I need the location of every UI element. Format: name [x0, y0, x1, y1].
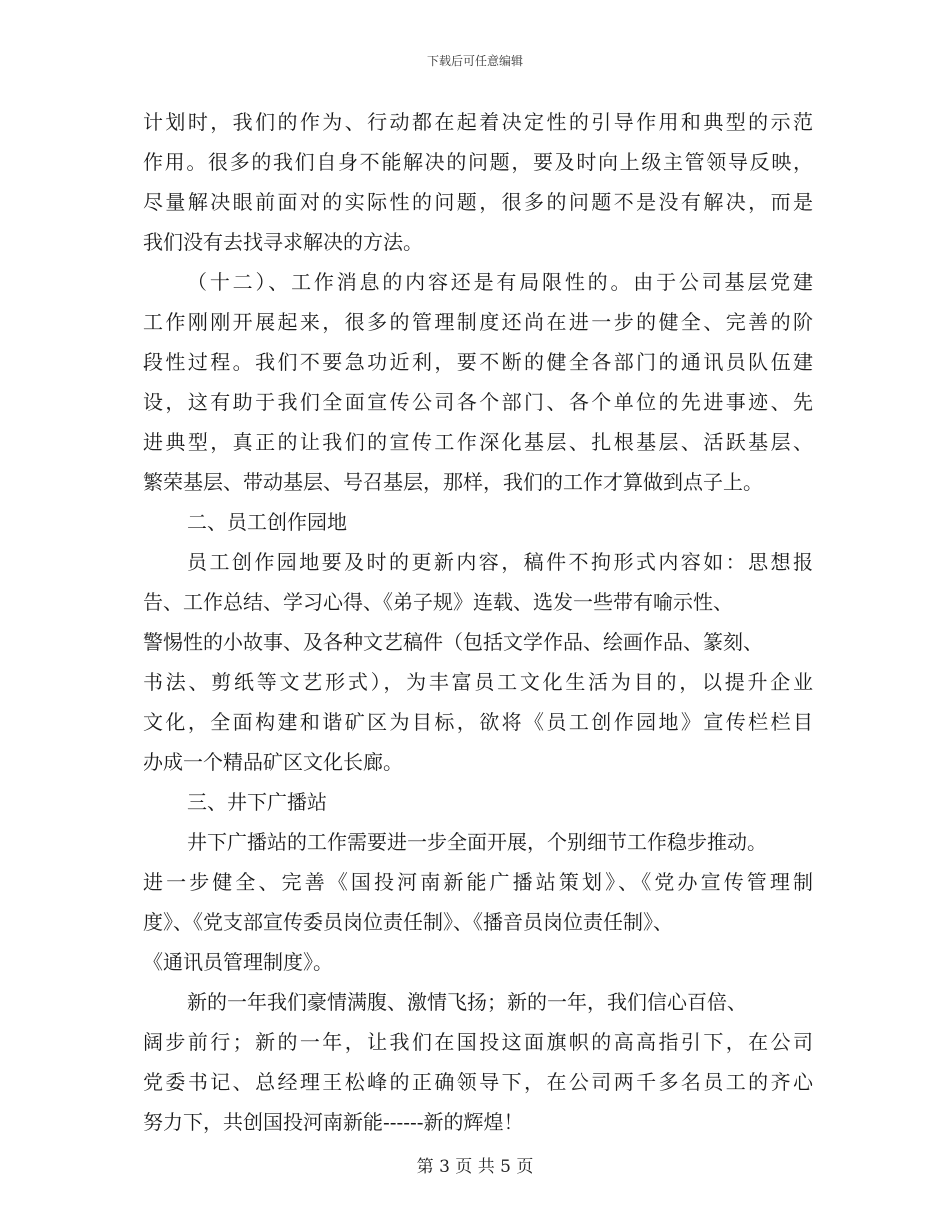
body-line: 办成一个精品矿区文化长廊。	[143, 750, 403, 774]
body-line: 进一步健全、完善《国投河南新能广播站策划》、《党办宣传管理制	[143, 870, 813, 894]
section-heading: 二、员工创作园地	[187, 510, 347, 534]
section-heading: 三、井下广播站	[187, 790, 327, 814]
page-number-footer: 第 3 页 共 5 页	[416, 1157, 534, 1177]
body-line: 作用。很多的我们自身不能解决的问题，要及时向上级主管领导反映，	[143, 150, 813, 174]
document-body	[143, 102, 813, 1142]
paragraph-first-line: 新的一年我们豪情满腹、激情飞扬；新的一年，我们信心百倍、	[187, 990, 747, 1014]
body-line: 努力下，共创国投河南新能------新的辉煌！	[143, 1110, 524, 1134]
body-line: 我们没有去找寻求解决的方法。	[143, 230, 423, 254]
body-line: 尽量解决眼前面对的实际性的问题，很多的问题不是没有解决，而是	[143, 190, 813, 214]
page-header: 下载后可任意编辑	[426, 54, 523, 68]
body-line: 阔步前行；新的一年，让我们在国投这面旗帜的高高指引下，在公司	[143, 1030, 813, 1054]
body-line: 计划时，我们的作为、行动都在起着决定性的引导作用和典型的示范	[143, 110, 813, 134]
body-line: 进典型，真正的让我们的宣传工作深化基层、扎根基层、活跃基层、	[143, 430, 813, 454]
body-line: 《通讯员管理制度》。	[143, 950, 333, 974]
body-line: 段性过程。我们不要急功近利，要不断的健全各部门的通讯员队伍建	[143, 350, 813, 374]
body-line: 告、工作总结、学习心得、《弟子规》连载、选发一些带有喻示性、	[143, 590, 733, 614]
body-line: 工作刚刚开展起来，很多的管理制度还尚在进一步的健全、完善的阶	[143, 310, 813, 334]
paragraph-first-line: 员工创作园地要及时的更新内容，稿件不拘形式内容如：思想报	[187, 550, 813, 574]
paragraph-first-line: 井下广播站的工作需要进一步全面开展，个别细节工作稳步推动。	[187, 830, 767, 854]
body-line: 警惕性的小故事、及各种文艺稿件（包括文学作品、绘画作品、篆刻、	[143, 630, 763, 654]
body-line: 度》、《党支部宣传委员岗位责任制》、《播音员岗位责任制》、	[143, 910, 673, 934]
body-line: 文化，全面构建和谐矿区为目标，欲将《员工创作园地》宣传栏栏目	[143, 710, 813, 734]
body-line: 书法、剪纸等文艺形式），为丰富员工文化生活为目的，以提升企业	[143, 670, 813, 694]
body-line: 设，这有助于我们全面宣传公司各个部门、各个单位的先进事迹、先	[143, 390, 813, 414]
paragraph-first-line: （十二）、工作消息的内容还是有局限性的。由于公司基层党建	[187, 270, 813, 294]
body-line: 党委书记、总经理王松峰的正确领导下，在公司两千多名员工的齐心	[143, 1070, 813, 1094]
body-line: 繁荣基层、带动基层、号召基层，那样，我们的工作才算做到点子上。	[143, 470, 763, 494]
